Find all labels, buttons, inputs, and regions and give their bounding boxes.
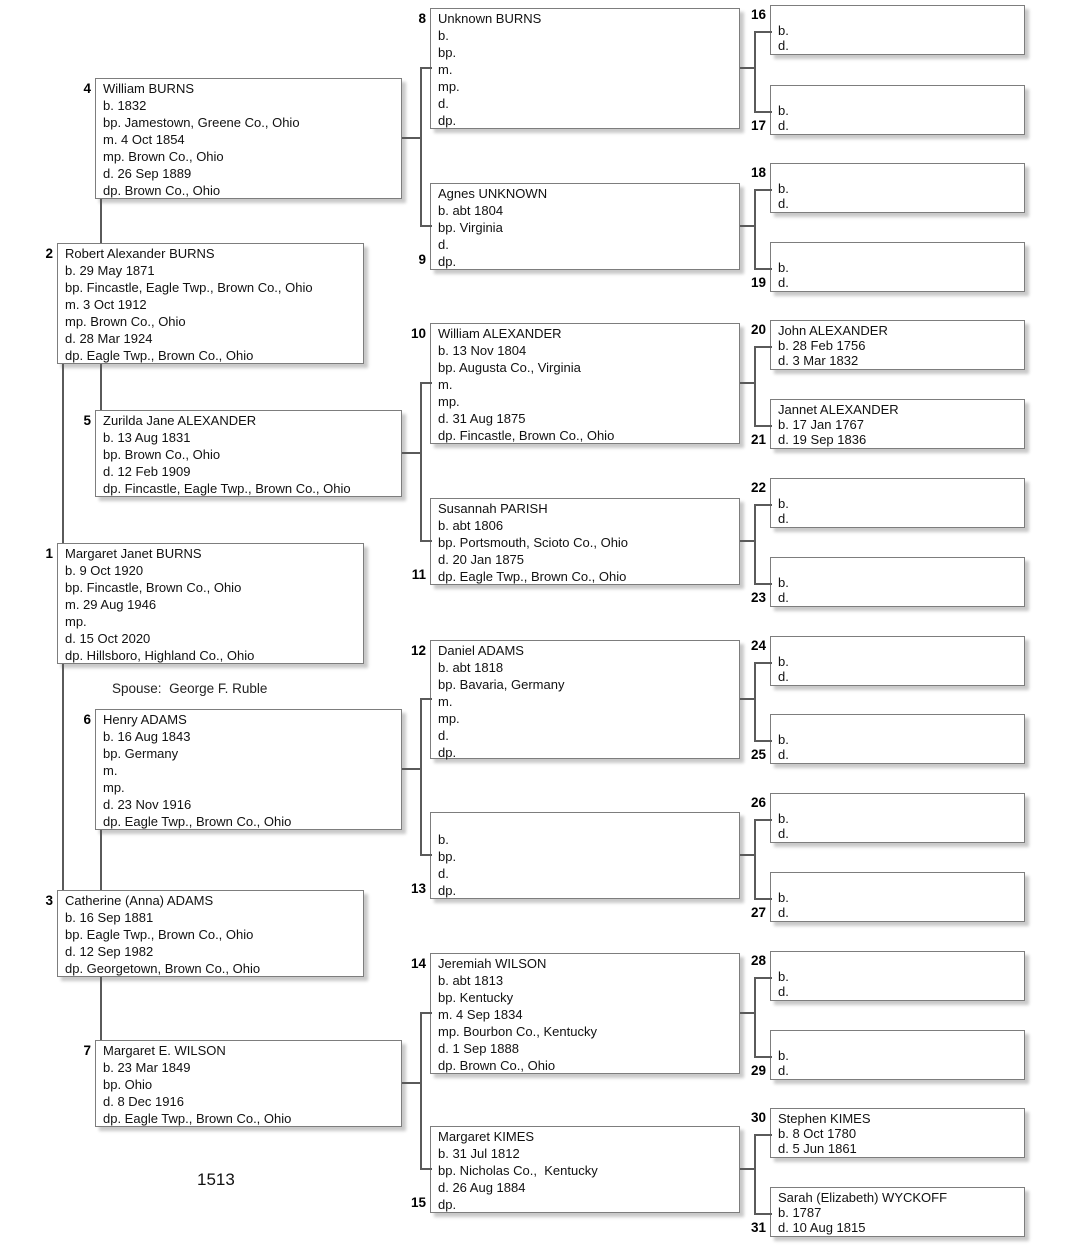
person-detail-line: b. 28 Feb 1756 [778, 338, 866, 353]
connector-line [754, 31, 772, 33]
person-detail-line: b. 31 Jul 1812 [438, 1146, 520, 1161]
person-name [778, 88, 1024, 103]
person-detail-line: b. 17 Jan 1767 [778, 417, 865, 432]
person-detail-line: bp. Germany [103, 746, 179, 761]
person-detail-line: d. 15 Oct 2020 [65, 631, 151, 646]
person-number: 22 [750, 480, 766, 495]
person-number: 29 [750, 1063, 766, 1078]
person-name: Henry ADAMS [103, 712, 187, 727]
spouse-name: George F. Ruble [165, 681, 268, 696]
connector-line [754, 1134, 772, 1136]
person-detail-line: d. [438, 866, 449, 881]
person-number: 20 [750, 322, 766, 337]
person-box-21 [750, 399, 1025, 449]
person-detail-line: bp. [438, 849, 457, 864]
person-detail-line: b. [778, 260, 789, 275]
person-number: 8 [418, 11, 426, 26]
person-box-3 [45, 890, 364, 977]
person-detail-line: b. 13 Aug 1831 [103, 430, 191, 445]
person-number: 3 [45, 893, 53, 908]
person-details [438, 27, 739, 129]
connector-line [420, 67, 432, 69]
person-number: 26 [750, 795, 766, 810]
person-detail-line: d. 28 Mar 1924 [65, 331, 153, 346]
person-detail-line: b. [778, 575, 789, 590]
connector-line [754, 1056, 772, 1058]
person-box-14 [410, 953, 740, 1074]
person-box-2 [45, 243, 364, 364]
person-number: 10 [410, 326, 426, 341]
person-box-23 [750, 557, 1025, 607]
person-details [103, 97, 401, 199]
connector-line [420, 854, 432, 856]
person-name: Stephen KIMES [778, 1111, 871, 1126]
person-number: 12 [410, 643, 426, 658]
person-detail-line: d. [778, 590, 789, 605]
person-number: 15 [410, 1195, 426, 1210]
person-name: Daniel ADAMS [438, 643, 524, 658]
connector-line [420, 225, 432, 227]
connector-line [100, 199, 102, 243]
person-name: Zurilda Jane ALEXANDER [103, 413, 257, 428]
person-detail-line: b. abt 1806 [438, 518, 504, 533]
person-detail-line: b. [778, 654, 789, 669]
person-detail-line: d. [778, 118, 789, 133]
person-detail-line: d. [438, 237, 449, 252]
person-detail-line: d. 23 Nov 1916 [103, 797, 192, 812]
connector-line [754, 583, 772, 585]
person-detail-line: b. [778, 181, 789, 196]
person-detail-line: b. [778, 969, 789, 984]
person-details [438, 517, 739, 585]
person-number: 28 [750, 953, 766, 968]
person-name: Catherine (Anna) ADAMS [65, 893, 214, 908]
connector-line [420, 67, 422, 227]
person-detail-line: dp. [438, 745, 457, 760]
person-box-15 [410, 1126, 740, 1213]
person-details [438, 342, 739, 444]
connector-line [754, 819, 772, 821]
person-name [778, 954, 1024, 969]
person-detail-line: dp. Eagle Twp., Brown Co., Ohio [438, 569, 627, 584]
person-detail-line: bp. Nicholas Co., Kentucky [438, 1163, 598, 1178]
person-box-1 [45, 543, 364, 664]
person-detail-line: b. [438, 832, 449, 847]
person-detail-line: bp. Fincastle, Brown Co., Ohio [65, 580, 242, 595]
person-box-12 [410, 640, 740, 760]
connector-line [402, 768, 422, 770]
person-box-13 [410, 812, 740, 899]
person-details [778, 1205, 1024, 1235]
person-detail-line: mp. [438, 394, 460, 409]
person-details [778, 260, 1024, 290]
person-number: 13 [410, 881, 426, 896]
person-box-19 [750, 242, 1025, 292]
connector-line [100, 830, 102, 890]
connector-line [420, 1012, 422, 1170]
spouse-annotation [97, 666, 267, 711]
person-details [778, 181, 1024, 211]
connector-line [420, 540, 432, 542]
person-box-17 [750, 85, 1025, 135]
person-detail-line: bp. Eagle Twp., Brown Co., Ohio [65, 927, 254, 942]
person-detail-line: d. [778, 38, 789, 53]
person-detail-line: d. [438, 96, 449, 111]
person-detail-line: mp. Brown Co., Ohio [103, 149, 224, 164]
person-details [778, 338, 1024, 368]
person-box-31 [750, 1187, 1025, 1237]
connector-line [754, 31, 756, 113]
person-name [778, 560, 1024, 575]
person-number: 24 [750, 638, 766, 653]
spouse-label: Spouse: [112, 681, 166, 696]
connector-line [754, 662, 772, 664]
person-detail-line: d. [778, 669, 789, 684]
connector-line [62, 664, 64, 890]
person-box-6 [83, 709, 402, 830]
person-detail-line: bp. Kentucky [438, 990, 514, 1005]
person-detail-line: b. [778, 103, 789, 118]
person-detail-line: b. 13 Nov 1804 [438, 343, 527, 358]
connector-line [402, 1082, 422, 1084]
person-detail-line: d. [778, 1063, 789, 1078]
person-detail-line: m. [438, 62, 453, 77]
person-detail-line: b. [438, 28, 449, 43]
person-detail-line: b. [778, 890, 789, 905]
person-box-20 [750, 320, 1025, 370]
person-details [778, 969, 1024, 999]
person-detail-line: m. 3 Oct 1912 [65, 297, 147, 312]
person-name: Robert Alexander BURNS [65, 246, 215, 261]
person-name [778, 481, 1024, 496]
person-detail-line: b. 1832 [103, 98, 147, 113]
person-details [778, 732, 1024, 762]
person-number: 25 [750, 747, 766, 762]
person-detail-line: b. [778, 732, 789, 747]
person-name [778, 717, 1024, 732]
person-box-7 [83, 1040, 402, 1127]
person-number: 31 [750, 1220, 766, 1235]
connector-line [420, 1012, 432, 1014]
person-number: 6 [83, 712, 91, 727]
person-detail-line: bp. Brown Co., Ohio [103, 447, 221, 462]
person-detail-line: bp. Jamestown, Greene Co., Ohio [103, 115, 300, 130]
person-detail-line: dp. Eagle Twp., Brown Co., Ohio [65, 348, 254, 363]
person-box-18 [750, 163, 1025, 213]
person-detail-line: dp. Georgetown, Brown Co., Ohio [65, 961, 261, 976]
person-details [778, 890, 1024, 920]
person-number: 4 [83, 81, 91, 96]
person-box-8 [418, 8, 740, 129]
person-details [778, 811, 1024, 841]
person-details [103, 728, 401, 830]
person-details [778, 417, 1024, 447]
connector-line [420, 382, 432, 384]
person-detail-line: dp. [438, 113, 457, 128]
person-details [103, 429, 401, 497]
person-details [65, 562, 363, 664]
person-detail-line: mp. Bourbon Co., Kentucky [438, 1024, 597, 1039]
person-name: Jannet ALEXANDER [778, 402, 899, 417]
person-detail-line: b. 1787 [778, 1205, 822, 1220]
connector-line [754, 1134, 756, 1215]
connector-line [100, 977, 102, 1040]
connector-line [754, 346, 772, 348]
person-number: 7 [83, 1043, 91, 1058]
person-name: Agnes UNKNOWN [438, 186, 548, 201]
person-detail-line: d. 31 Aug 1875 [438, 411, 526, 426]
person-name: Sarah (Elizabeth) WYCKOFF [778, 1190, 948, 1205]
person-detail-line: m. 4 Oct 1854 [103, 132, 185, 147]
person-name: Margaret Janet BURNS [65, 546, 202, 561]
person-detail-line: dp. Eagle Twp., Brown Co., Ohio [103, 1111, 292, 1126]
person-name [778, 639, 1024, 654]
person-details [65, 909, 363, 977]
person-details [778, 496, 1024, 526]
person-name: Susannah PARISH [438, 501, 548, 516]
person-number: 16 [750, 7, 766, 22]
connector-line [754, 819, 756, 900]
person-box-10 [410, 323, 740, 444]
person-detail-line: m. 4 Sep 1834 [438, 1007, 523, 1022]
person-detail-line: d. [778, 905, 789, 920]
person-detail-line: dp. [438, 1197, 457, 1212]
person-name [778, 796, 1024, 811]
person-detail-line: b. [778, 811, 789, 826]
connector-line [754, 898, 772, 900]
person-detail-line: mp. [103, 780, 125, 795]
person-details [438, 1145, 739, 1213]
connector-line [420, 698, 432, 700]
person-detail-line: bp. Bavaria, Germany [438, 677, 565, 692]
connector-line [420, 1168, 432, 1170]
connector-line [754, 504, 756, 585]
person-number: 18 [750, 165, 766, 180]
connector-line [754, 1213, 772, 1215]
person-number: 17 [750, 118, 766, 133]
person-box-27 [750, 872, 1025, 922]
person-detail-line: dp. Hillsboro, Highland Co., Ohio [65, 648, 255, 663]
person-box-16 [750, 5, 1025, 55]
person-detail-line: d. 12 Sep 1982 [65, 944, 154, 959]
person-detail-line: bp. Portsmouth, Scioto Co., Ohio [438, 535, 629, 550]
connector-line [100, 364, 102, 410]
person-number: 19 [750, 275, 766, 290]
connector-line [754, 977, 772, 979]
person-detail-line: dp. Brown Co., Ohio [438, 1058, 556, 1073]
person-detail-line: d. [778, 196, 789, 211]
person-name: Margaret E. WILSON [103, 1043, 226, 1058]
person-details [65, 262, 363, 364]
person-number: 11 [411, 567, 426, 582]
person-detail-line: b. [778, 1048, 789, 1063]
person-box-9 [418, 183, 740, 270]
person-detail-line: d. [778, 275, 789, 290]
connector-line [754, 504, 772, 506]
person-details [438, 659, 739, 761]
person-detail-line: bp. [438, 45, 457, 60]
person-detail-line: m. [438, 377, 453, 392]
person-box-5 [83, 410, 402, 497]
person-detail-line: b. [778, 496, 789, 511]
person-details [778, 575, 1024, 605]
person-detail-line: bp. Ohio [103, 1077, 153, 1092]
person-name [778, 8, 1024, 23]
person-name: John ALEXANDER [778, 323, 888, 338]
person-name: Margaret KIMES [438, 1129, 535, 1144]
person-detail-line: b. 8 Oct 1780 [778, 1126, 857, 1141]
person-name: Jeremiah WILSON [438, 956, 547, 971]
person-box-24 [750, 636, 1025, 686]
person-box-29 [750, 1030, 1025, 1080]
person-details [438, 831, 739, 899]
person-detail-line: bp. Fincastle, Eagle Twp., Brown Co., Ohio [65, 280, 313, 295]
person-detail-line: dp. [438, 254, 457, 269]
person-detail-line: d. 19 Sep 1836 [778, 432, 867, 447]
person-detail-line: mp. [438, 79, 460, 94]
connector-line [754, 268, 772, 270]
person-name [778, 1033, 1024, 1048]
person-details [438, 202, 739, 270]
person-detail-line: mp. [438, 711, 460, 726]
person-detail-line: b. abt 1813 [438, 973, 504, 988]
person-detail-line: d. 8 Dec 1916 [103, 1094, 184, 1109]
person-box-30 [750, 1108, 1025, 1158]
person-number: 5 [83, 413, 91, 428]
person-number: 30 [750, 1110, 766, 1125]
connector-line [754, 740, 772, 742]
connector-line [420, 382, 422, 542]
person-number: 27 [750, 905, 766, 920]
person-detail-line: b. 23 Mar 1849 [103, 1060, 191, 1075]
person-detail-line: d. 20 Jan 1875 [438, 552, 525, 567]
person-detail-line: mp. Brown Co., Ohio [65, 314, 186, 329]
person-detail-line: d. 5 Jun 1861 [778, 1141, 857, 1156]
person-detail-line: dp. [438, 883, 457, 898]
person-detail-line: dp. Brown Co., Ohio [103, 183, 221, 198]
person-detail-line: d. 1 Sep 1888 [438, 1041, 519, 1056]
person-detail-line: d. [778, 984, 789, 999]
person-name [778, 245, 1024, 260]
person-detail-line: d. 26 Aug 1884 [438, 1180, 526, 1195]
person-detail-line: b. abt 1804 [438, 203, 504, 218]
person-detail-line: b. [778, 23, 789, 38]
person-name [778, 166, 1024, 181]
person-detail-line: m. [438, 694, 453, 709]
person-number: 2 [45, 246, 53, 261]
person-number: 14 [410, 956, 426, 971]
person-detail-line: bp. Virginia [438, 220, 503, 235]
connector-line [754, 425, 772, 427]
person-name: Unknown BURNS [438, 11, 542, 26]
person-detail-line: d. 3 Mar 1832 [778, 353, 859, 368]
person-details [778, 1048, 1024, 1078]
person-details [778, 654, 1024, 684]
connector-line [754, 189, 756, 270]
person-name: William ALEXANDER [438, 326, 562, 341]
person-name [778, 875, 1024, 890]
connector-line [402, 452, 422, 454]
connector-line [754, 346, 756, 427]
person-detail-line: m. [103, 763, 118, 778]
person-box-11 [411, 498, 740, 585]
person-number: 9 [418, 252, 426, 267]
person-name: William BURNS [103, 81, 194, 96]
connector-line [754, 111, 772, 113]
person-box-22 [750, 478, 1025, 528]
person-detail-line: d. [778, 511, 789, 526]
person-box-26 [750, 793, 1025, 843]
person-number: 21 [750, 432, 766, 447]
person-detail-line: b. 16 Aug 1843 [103, 729, 191, 744]
person-detail-line: dp. Fincastle, Eagle Twp., Brown Co., Ohio [103, 481, 351, 496]
connector-line [420, 698, 422, 856]
person-detail-line: d. 26 Sep 1889 [103, 166, 192, 181]
person-box-28 [750, 951, 1025, 1001]
connector-line [754, 189, 772, 191]
connector-line [62, 364, 64, 543]
connector-line [754, 977, 756, 1058]
connector-line [402, 137, 422, 139]
person-box-4 [83, 78, 402, 199]
person-details [438, 972, 739, 1074]
person-details [778, 1126, 1024, 1156]
person-detail-line: d. 12 Feb 1909 [103, 464, 191, 479]
person-details [778, 23, 1024, 53]
person-detail-line: dp. Eagle Twp., Brown Co., Ohio [103, 814, 292, 829]
person-number: 23 [750, 590, 766, 605]
person-detail-line: bp. Augusta Co., Virginia [438, 360, 581, 375]
person-detail-line: b. abt 1818 [438, 660, 504, 675]
person-name [438, 814, 739, 831]
person-detail-line: mp. [65, 614, 87, 629]
page-number: 1513 [197, 1170, 235, 1189]
person-detail-line: d. [438, 728, 449, 743]
person-detail-line: d. [778, 747, 789, 762]
person-detail-line: m. 29 Aug 1946 [65, 597, 157, 612]
person-detail-line: b. 9 Oct 1920 [65, 563, 144, 578]
person-number: 1 [45, 546, 53, 561]
person-details [103, 1059, 401, 1127]
person-detail-line: dp. Fincastle, Brown Co., Ohio [438, 428, 615, 443]
person-detail-line: b. 16 Sep 1881 [65, 910, 154, 925]
person-details [778, 103, 1024, 133]
person-detail-line: d. 10 Aug 1815 [778, 1220, 866, 1235]
connector-line [754, 662, 756, 742]
person-detail-line: d. [778, 826, 789, 841]
person-box-25 [750, 714, 1025, 764]
person-detail-line: b. 29 May 1871 [65, 263, 155, 278]
